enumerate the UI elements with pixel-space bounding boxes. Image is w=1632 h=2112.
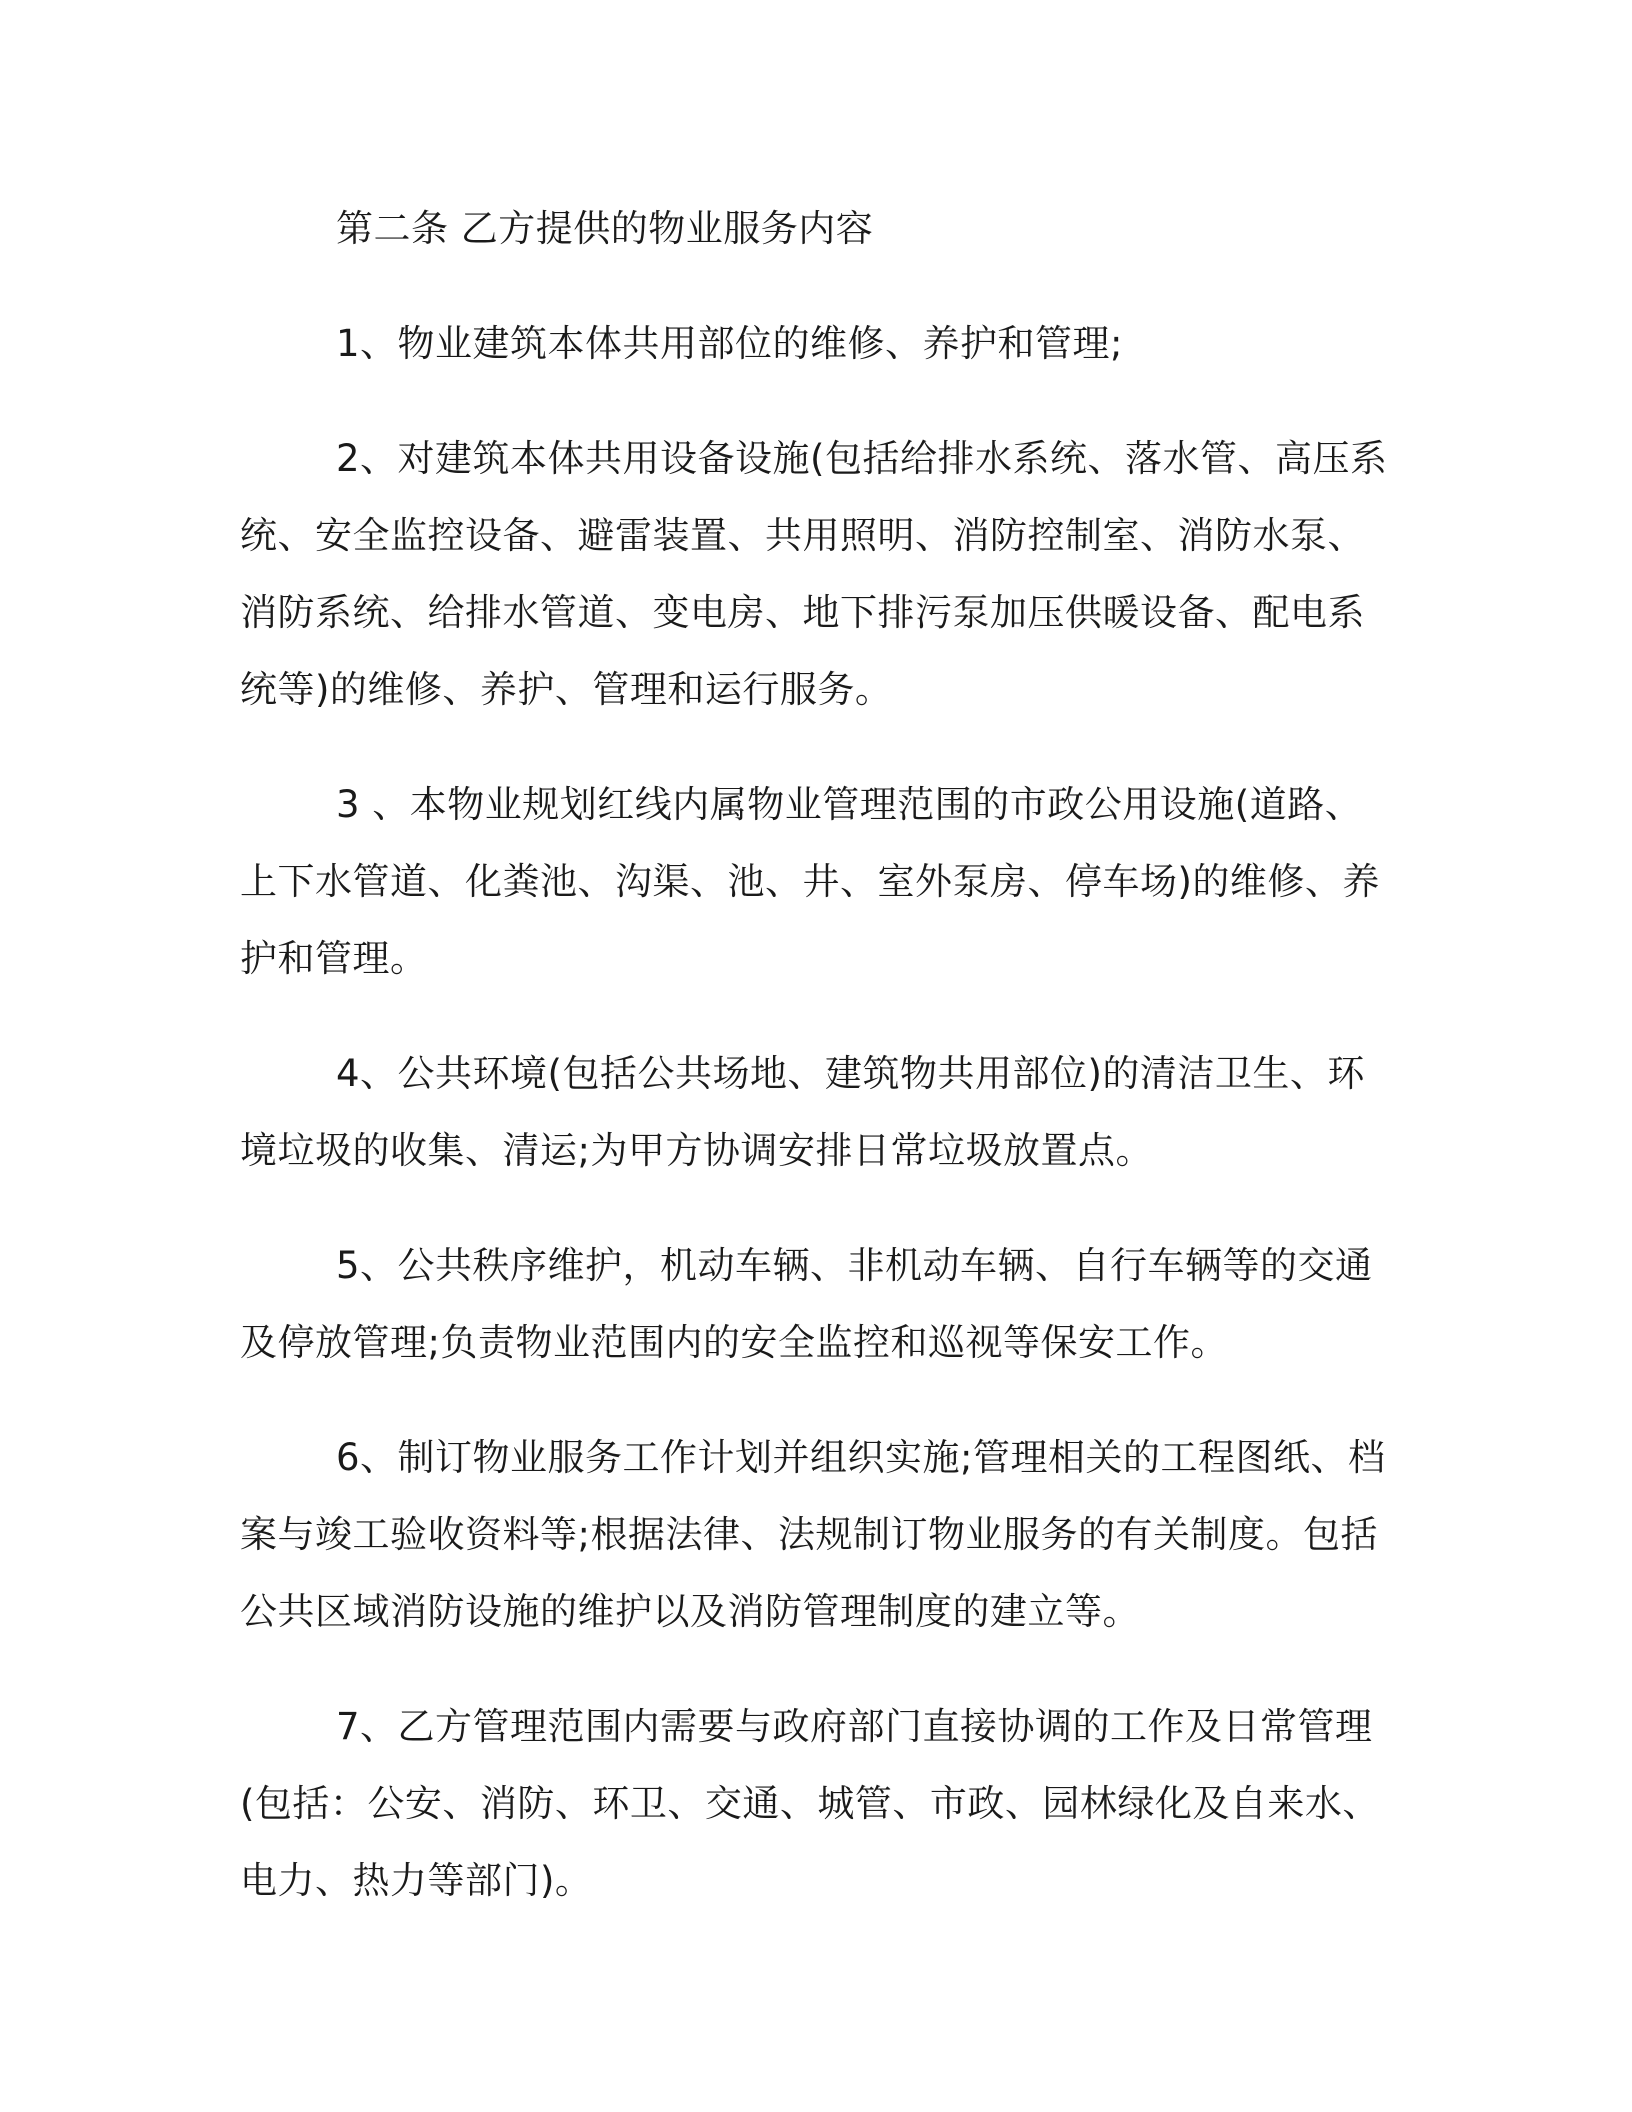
clause-1: 1、物业建筑本体共用部位的维修、养护和管理; xyxy=(336,322,1124,365)
clause-6: 6、制订物业服务工作计划并组织实施;管理相关的工程图纸、档案与竣工验收资料等;根据法律、法规制订物业服务的有关制度。包括公共区域消防设施的维护以及消防管理制度的建立等。 xyxy=(240,1436,1386,1633)
clause-3: 3 、本物业规划红线内属物业管理范围的市政公用设施(道路、上下水管道、化粪池、沟渠、池、井、室外泵房、停车场)的维修、养护和管理。 xyxy=(240,783,1380,980)
clause-4: 4、公共环境(包括公共场地、建筑物共用部位)的清洁卫生、环境垃圾的收集、清运;为甲方协调安排日常垃圾放置点。 xyxy=(240,1052,1365,1172)
clause-7: 7、乙方管理范围内需要与政府部门直接协调的工作及日常管理(包括：公安、消防、环卫、交通、城管、市政、园林绿化及自来水、电力、热力等部门)。 xyxy=(240,1705,1380,1902)
document-page xyxy=(240,190,1390,1957)
clause-2: 2、对建筑本体共用设备设施(包括给排水系统、落水管、高压系统、安全监控设备、避雷装置、共用照明、消防控制室、消防水泵、消防系统、给排水管道、变电房、地下排污泵加压供暖设备、配电系统等)的维修、养护、管理和运行服务。 xyxy=(240,437,1388,711)
clause-5: 5、公共秩序维护，机动车辆、非机动车辆、自行车辆等的交通及停放管理;负责物业范围内的安全监控和巡视等保安工作。 xyxy=(240,1244,1373,1364)
article-heading: 第二条 乙方提供的物业服务内容 xyxy=(336,207,874,250)
